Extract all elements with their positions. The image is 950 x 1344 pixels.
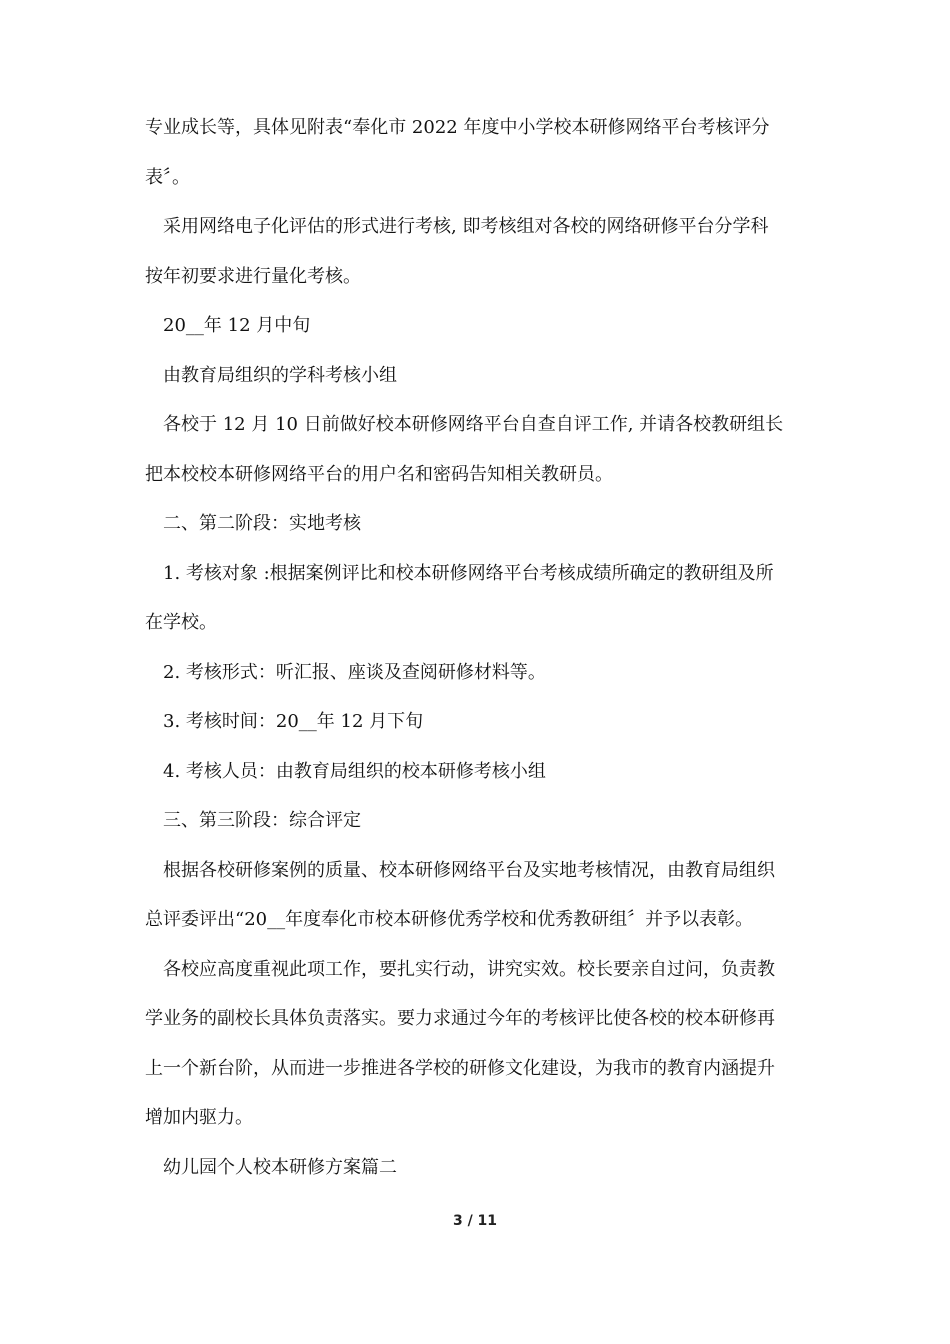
text-line-20: 上一个新台阶，从而进一步推进各学校的研修文化建设，为我市的教育内涵提升 [145, 1057, 775, 1079]
text-line-1: 专业成长等，具体见附表“奉化市 2022 年度中小学校本研修网络平台考核评分 [145, 117, 770, 138]
text-line-2: 表〞。 [145, 166, 190, 188]
text-line-7: 各校于 12 月 10 日前做好校本研修网络平台自查自评工作, 并请各校教研组长 [163, 414, 784, 435]
text-line-11: 在学校。 [145, 612, 217, 633]
text-line-17: 总评委评出“20__年度奉化市校本研修优秀学校和优秀教研组〞并予以表彰。 [145, 909, 754, 930]
page-number: 3 / 11 [452, 1213, 498, 1229]
text-line-10: 1. 考核对象 :根据案例评比和校本研修网络平台考核成绩所确定的教研组及所 [163, 562, 774, 584]
text-line-21: 增加内驱力。 [145, 1107, 253, 1128]
text-line-18: 各校应高度重视此项工作，要扎实行动，讲究实效。校长要亲自过问，负责教 [163, 958, 775, 980]
text-line-6: 由教育局组织的学科考核小组 [163, 364, 397, 386]
text-line-12: 2. 考核形式：听汇报、座谈及查阅研修材料等。 [163, 661, 546, 683]
text-line-16: 根据各校研修案例的质量、校本研修网络平台及实地考核情况，由教育局组织 [163, 859, 775, 881]
text-line-19: 学业务的副校长具体负责落实。要力求通过今年的考核评比使各校的校本研修再 [145, 1008, 775, 1029]
text-line-14: 4. 考核人员：由教育局组织的校本研修考核小组 [163, 760, 546, 782]
page-body [145, 103, 815, 1192]
section-heading-stage-three: 三、第三阶段：综合评定 [163, 810, 361, 831]
section-heading-stage-two: 二、第二阶段：实地考核 [163, 513, 361, 534]
text-line-5: 20__年 12 月中旬 [163, 315, 311, 336]
text-line-13: 3. 考核时间：20__年 12 月下旬 [163, 711, 424, 732]
text-line-3: 采用网络电子化评估的形式进行考核, 即考核组对各校的网络研修平台分学科 [163, 216, 769, 237]
text-line-4: 按年初要求进行量化考核。 [145, 265, 361, 287]
text-line-8: 把本校校本研修网络平台的用户名和密码告知相关教研员。 [145, 463, 613, 485]
section-heading-plan-two: 幼儿园个人校本研修方案篇二 [163, 1156, 397, 1178]
